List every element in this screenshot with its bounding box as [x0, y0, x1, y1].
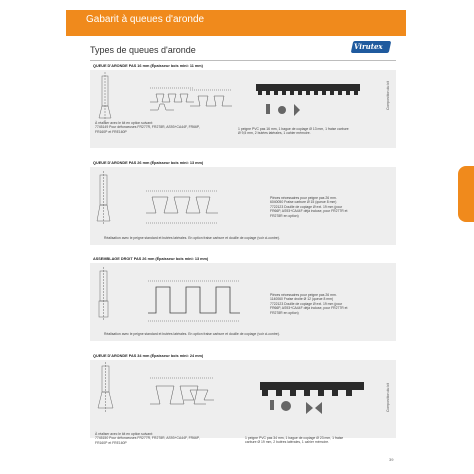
brand-name: Virutex: [354, 42, 383, 51]
side-tab: [458, 166, 474, 222]
dovetail-34-diagram: [90, 360, 396, 438]
parts-note: Pièces nécessaires pour peigne pas 26 mm. 6040050 Fraise carbure Ø 15 (queue 8 mm) 7722123 Douille de copiage Ø ext. 19 mm (pour FR66P, AS93+CA44F déjà incluse, pour FR277R et FR278R en option): [270, 196, 348, 218]
kit-composition: 1 peigne PVC pas 34 mm, 1 bague de copiage Ø 23 mm, 1 fraise carbure Ø 19 mm, 2 butées latérales, 1 cahier mémoire.: [245, 436, 344, 445]
header-title: Gabarit à queues d'aronde: [86, 14, 205, 25]
kit-note: À réaliser avec le kit en option suivant: 7745149 Pour défonceuses FR277R, FR278R, AS93+CA44F, FR66P, FR160P et FRE160P: [95, 121, 200, 134]
kit-vertical-label: Composition du kit: [386, 81, 390, 110]
section-heading: QUEUE D'ARONDE PAS 34 mm (Épaisseur bois mini: 24 mm): [93, 354, 204, 358]
method-note: Réalisation avec le peigne standard et butées latérales. En option fraise carbure et douille de copiage (voir ci-contre).: [104, 236, 280, 240]
kit-vertical-label: Composition du kit: [386, 383, 390, 412]
section-heading: QUEUE D'ARONDE PAS 16 mm (Épaisseur bois mini: 11 mm): [93, 64, 203, 68]
page-number: 39: [389, 457, 394, 462]
kit-composition: 1 peigne PVC pas 16 mm, 1 bague de copiage Ø 13 mm, 1 fraise carbure Ø 9,5 mm, 2 butées latérales, 1 cahier mémoire.: [238, 127, 349, 136]
page-title: Types de queues d'aronde: [90, 45, 196, 55]
method-note: Réalisation avec le peigne standard et butées latérales. En option fraise carbure et douille de copiage (voir ci-contre).: [104, 332, 280, 336]
section-heading: QUEUE D'ARONDE PAS 26 mm (Épaisseur bois mini: 13 mm): [93, 161, 204, 165]
divider: [90, 60, 396, 61]
dovetail-16-diagram: [90, 70, 396, 148]
kit-note: À réaliser avec le kit en option suivant: 7745150 Pour défonceuses FR277R, FR278R, AS93+CA44F, FR66P, FR160P et FRE160P: [95, 432, 200, 445]
parts-note: Pièces nécessaires pour peigne pas 26 mm. 1140060 Fraise droite Ø 12 (queue 8 mm) 7722123 Douille de copiage Ø ext. 19 mm (pour FR66P, AS93+CA44F déjà incluse, pour FR277R et FR278R en option): [270, 293, 348, 315]
section-heading: ASSEMBLAGE DROIT PAS 26 mm (Épaisseur bois mini: 13 mm): [93, 257, 209, 261]
